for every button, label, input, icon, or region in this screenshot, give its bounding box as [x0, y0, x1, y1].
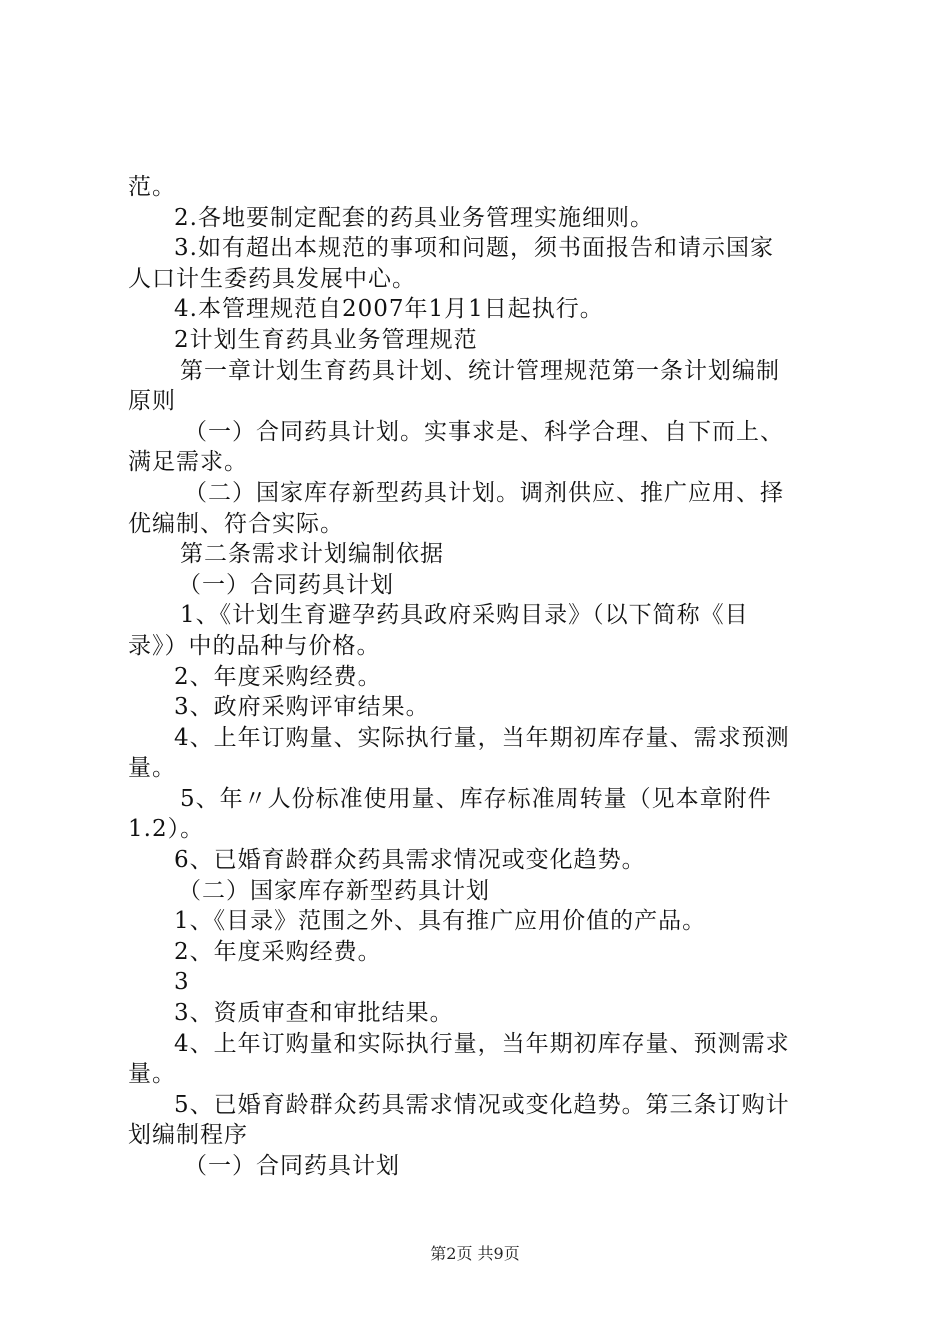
- text-line: 2.各地要制定配套的药具业务管理实施细则。: [174, 204, 654, 231]
- text-line: 3.如有超出本规范的事项和问题，须书面报告和请示国家: [174, 235, 774, 262]
- text-line: 优编制、符合实际。: [128, 510, 344, 537]
- page-footer: 第2页 共9页: [430, 1244, 520, 1263]
- text-line: 3、政府采购评审结果。: [174, 694, 430, 721]
- text-line: 人口计生委药具发展中心。: [128, 265, 416, 292]
- text-line: （二）国家库存新型药具计划。调剂供应、推广应用、择: [184, 479, 784, 506]
- text-line: 4、上年订购量和实际执行量，当年期初库存量、预测需求: [174, 1030, 790, 1057]
- text-line: （一）合同药具计划: [178, 571, 394, 598]
- text-line: 原则: [128, 388, 176, 415]
- text-line: 量。: [128, 1061, 176, 1088]
- text-line: 1、《目录》范围之外、具有推广应用价值的产品。: [174, 908, 707, 935]
- text-line: 量。: [128, 755, 176, 782]
- text-line: 划编制程序: [128, 1122, 248, 1149]
- text-line: 3、资质审查和审批结果。: [174, 1000, 454, 1027]
- text-line: 范。: [128, 174, 176, 200]
- text-line: 2、年度采购经费。: [174, 938, 382, 965]
- text-line: （二）国家库存新型药具计划: [178, 877, 490, 904]
- text-line: （一）合同药具计划: [184, 1153, 400, 1179]
- text-line: 1、《计划生育避孕药具政府采购目录》（以下简称《目: [180, 602, 749, 629]
- text-line: 2、年度采购经费。: [174, 663, 382, 690]
- text-line: 满足需求。: [128, 449, 248, 476]
- text-line: 5、年〃人份标准使用量、库存标准周转量（见本章附件: [180, 785, 772, 812]
- text-line: 录》）中的品种与价格。: [128, 632, 381, 659]
- text-line: （一）合同药具计划。实事求是、科学合理、自下而上、: [184, 418, 784, 445]
- text-line: 2计划生育药具业务管理规范: [174, 326, 478, 353]
- document-body: [128, 172, 832, 1182]
- text-line: 5、已婚育龄群众药具需求情况或变化趋势。第三条订购计: [174, 1091, 790, 1118]
- text-line: 4.本管理规范自2007年1月1日起执行。: [174, 296, 604, 323]
- text-line: 3: [174, 969, 190, 996]
- text-line: 6、已婚育龄群众药具需求情况或变化趋势。: [174, 847, 646, 874]
- text-line: 1.2）。: [128, 816, 205, 843]
- text-line: 4、上年订购量、实际执行量，当年期初库存量、需求预测: [174, 724, 790, 751]
- text-line: 第一章计划生育药具计划、统计管理规范第一条计划编制: [180, 357, 780, 384]
- text-line: 第二条需求计划编制依据: [180, 541, 444, 568]
